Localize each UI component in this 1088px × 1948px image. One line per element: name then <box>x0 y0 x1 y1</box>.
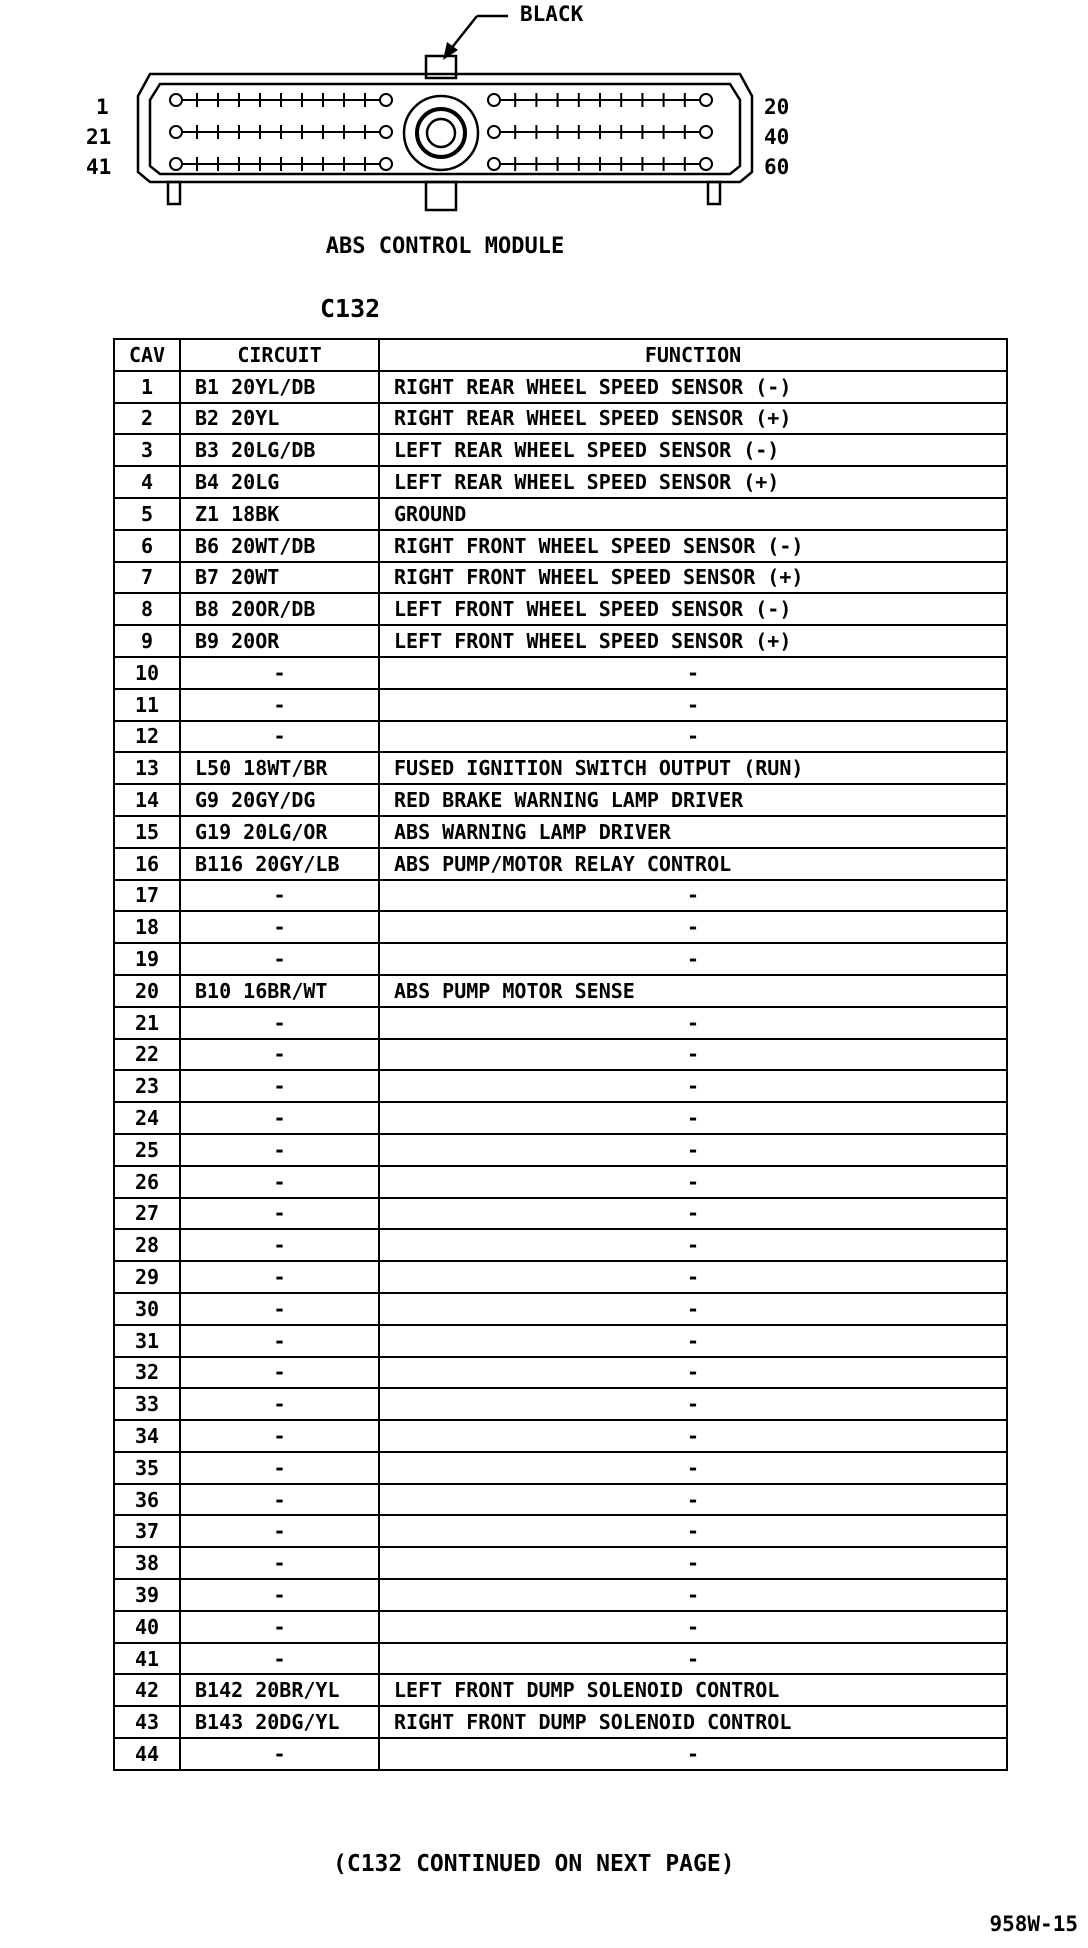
circuit-cell: - <box>180 721 379 753</box>
function-cell: LEFT FRONT WHEEL SPEED SENSOR (+) <box>379 625 1007 657</box>
table-row <box>114 721 1007 753</box>
cav-cell: 20 <box>114 975 180 1007</box>
cav-cell: 8 <box>114 593 180 625</box>
cav-cell: 3 <box>114 434 180 466</box>
cav-cell: 42 <box>114 1674 180 1706</box>
circuit-cell: - <box>180 1357 379 1389</box>
function-cell: - <box>379 1738 1007 1770</box>
cav-cell: 30 <box>114 1293 180 1325</box>
table-row <box>114 1134 1007 1166</box>
cav-cell: 24 <box>114 1102 180 1134</box>
table-row <box>114 1484 1007 1516</box>
circuit-cell: - <box>180 1261 379 1293</box>
cav-cell: 35 <box>114 1452 180 1484</box>
pin-end-circle <box>170 94 182 106</box>
function-cell: GROUND <box>379 498 1007 530</box>
function-cell: - <box>379 1039 1007 1071</box>
cav-cell: 41 <box>114 1643 180 1675</box>
circuit-cell: B6 20WT/DB <box>180 530 379 562</box>
cav-cell: 13 <box>114 752 180 784</box>
circuit-cell: L50 18WT/BR <box>180 752 379 784</box>
table-row <box>114 403 1007 435</box>
function-cell: RIGHT FRONT DUMP SOLENOID CONTROL <box>379 1706 1007 1738</box>
function-cell: - <box>379 1420 1007 1452</box>
pin-end-circle <box>170 158 182 170</box>
table-row <box>114 943 1007 975</box>
circuit-cell: - <box>180 1293 379 1325</box>
table-row <box>114 848 1007 880</box>
cav-cell: 6 <box>114 530 180 562</box>
function-cell: - <box>379 657 1007 689</box>
cav-cell: 38 <box>114 1547 180 1579</box>
pin-end-circle <box>380 126 392 138</box>
circuit-cell: - <box>180 1579 379 1611</box>
pin-end-circle <box>700 126 712 138</box>
cav-cell: 33 <box>114 1388 180 1420</box>
table-row <box>114 880 1007 912</box>
table-row <box>114 1643 1007 1675</box>
cav-cell: 21 <box>114 1007 180 1039</box>
cav-cell: 34 <box>114 1420 180 1452</box>
table-row <box>114 1293 1007 1325</box>
circuit-cell: - <box>180 1039 379 1071</box>
cav-cell: 28 <box>114 1229 180 1261</box>
cav-cell: 16 <box>114 848 180 880</box>
cav-cell: 9 <box>114 625 180 657</box>
cav-cell: 15 <box>114 816 180 848</box>
circuit-cell: B1 20YL/DB <box>180 371 379 403</box>
table-row <box>114 752 1007 784</box>
circuit-cell: B7 20WT <box>180 562 379 594</box>
cav-cell: 27 <box>114 1198 180 1230</box>
pin-end-circle <box>380 158 392 170</box>
cav-cell: 17 <box>114 880 180 912</box>
circuit-cell: B143 20DG/YL <box>180 1706 379 1738</box>
table-row <box>114 1674 1007 1706</box>
circuit-cell: - <box>180 1198 379 1230</box>
connector-diagram <box>0 0 1088 230</box>
function-cell: RIGHT FRONT WHEEL SPEED SENSOR (+) <box>379 562 1007 594</box>
circuit-cell: - <box>180 1643 379 1675</box>
circuit-cell: - <box>180 880 379 912</box>
circuit-cell: B9 20OR <box>180 625 379 657</box>
function-cell: - <box>379 911 1007 943</box>
cav-cell: 5 <box>114 498 180 530</box>
table-row <box>114 371 1007 403</box>
table-row <box>114 498 1007 530</box>
table-row <box>114 530 1007 562</box>
table-row <box>114 1547 1007 1579</box>
circuit-cell: G19 20LG/OR <box>180 816 379 848</box>
cav-cell: 14 <box>114 784 180 816</box>
circuit-cell: - <box>180 1611 379 1643</box>
function-cell: - <box>379 943 1007 975</box>
circuit-cell: Z1 18BK <box>180 498 379 530</box>
table-row <box>114 911 1007 943</box>
table-row <box>114 1357 1007 1389</box>
cav-cell: 43 <box>114 1706 180 1738</box>
circuit-cell: - <box>180 689 379 721</box>
circuit-cell: - <box>180 911 379 943</box>
cav-cell: 32 <box>114 1357 180 1389</box>
table-row <box>114 625 1007 657</box>
cav-cell: 39 <box>114 1579 180 1611</box>
cav-cell: 12 <box>114 721 180 753</box>
circuit-cell: - <box>180 1515 379 1547</box>
table-row <box>114 593 1007 625</box>
table-row <box>114 689 1007 721</box>
table-row <box>114 1420 1007 1452</box>
function-cell: - <box>379 689 1007 721</box>
table-row <box>114 1738 1007 1770</box>
table-row <box>114 466 1007 498</box>
circuit-cell: - <box>180 1070 379 1102</box>
cav-cell: 11 <box>114 689 180 721</box>
header-function: FUNCTION <box>379 339 1007 371</box>
pin-label-left-1: 1 <box>96 95 109 119</box>
table-row <box>114 1515 1007 1547</box>
function-cell: - <box>379 1643 1007 1675</box>
cav-cell: 36 <box>114 1484 180 1516</box>
circuit-cell: - <box>180 1102 379 1134</box>
function-cell: - <box>379 1007 1007 1039</box>
pin-end-circle <box>700 94 712 106</box>
pin-end-circle <box>488 94 500 106</box>
table-row <box>114 975 1007 1007</box>
table-row <box>114 1452 1007 1484</box>
function-cell: - <box>379 1515 1007 1547</box>
table-row <box>114 1325 1007 1357</box>
function-cell: - <box>379 1325 1007 1357</box>
circuit-cell: - <box>180 657 379 689</box>
module-caption: ABS CONTROL MODULE <box>325 234 565 259</box>
function-cell: - <box>379 1293 1007 1325</box>
cav-cell: 22 <box>114 1039 180 1071</box>
function-cell: ABS WARNING LAMP DRIVER <box>379 816 1007 848</box>
circuit-cell: B142 20BR/YL <box>180 1674 379 1706</box>
function-cell: ABS PUMP MOTOR SENSE <box>379 975 1007 1007</box>
pin-label-left-21: 21 <box>86 125 112 149</box>
header-cav: CAV <box>114 339 180 371</box>
circuit-cell: - <box>180 1134 379 1166</box>
function-cell: - <box>379 1229 1007 1261</box>
function-cell: - <box>379 1134 1007 1166</box>
cav-cell: 25 <box>114 1134 180 1166</box>
pin-label-right-40: 40 <box>764 125 790 149</box>
circuit-cell: - <box>180 1007 379 1039</box>
pin-label-right-60: 60 <box>764 155 790 179</box>
circuit-cell: - <box>180 1420 379 1452</box>
cav-cell: 18 <box>114 911 180 943</box>
pin-end-circle <box>170 126 182 138</box>
cav-cell: 44 <box>114 1738 180 1770</box>
function-cell: - <box>379 1579 1007 1611</box>
circuit-cell: B2 20YL <box>180 403 379 435</box>
cav-cell: 26 <box>114 1166 180 1198</box>
circuit-cell: - <box>180 1547 379 1579</box>
cav-cell: 23 <box>114 1070 180 1102</box>
table-row <box>114 1579 1007 1611</box>
function-cell: - <box>379 1388 1007 1420</box>
function-cell: LEFT REAR WHEEL SPEED SENSOR (+) <box>379 466 1007 498</box>
figure-id: 958W-15 <box>989 1912 1078 1936</box>
pin-label-left-41: 41 <box>86 155 112 179</box>
header-circuit: CIRCUIT <box>180 339 379 371</box>
circuit-cell: - <box>180 1738 379 1770</box>
circuit-cell: - <box>180 1166 379 1198</box>
cav-cell: 2 <box>114 403 180 435</box>
function-cell: - <box>379 1166 1007 1198</box>
continued-note: (C132 CONTINUED ON NEXT PAGE) <box>333 1851 735 1877</box>
cav-cell: 31 <box>114 1325 180 1357</box>
circuit-cell: B10 16BR/WT <box>180 975 379 1007</box>
pin-rows <box>170 93 712 171</box>
function-cell: - <box>379 1261 1007 1293</box>
function-cell: - <box>379 1484 1007 1516</box>
table-row <box>114 1039 1007 1071</box>
pin-end-circle <box>488 126 500 138</box>
pin-end-circle <box>380 94 392 106</box>
table-row <box>114 434 1007 466</box>
function-cell: ABS PUMP/MOTOR RELAY CONTROL <box>379 848 1007 880</box>
pinout-table <box>113 338 1008 1771</box>
function-cell: RIGHT REAR WHEEL SPEED SENSOR (-) <box>379 371 1007 403</box>
function-cell: - <box>379 1070 1007 1102</box>
table-row <box>114 657 1007 689</box>
table-row <box>114 1198 1007 1230</box>
function-cell: LEFT FRONT DUMP SOLENOID CONTROL <box>379 1674 1007 1706</box>
function-cell: LEFT FRONT WHEEL SPEED SENSOR (-) <box>379 593 1007 625</box>
function-cell: - <box>379 1452 1007 1484</box>
circuit-cell: - <box>180 1229 379 1261</box>
table-row <box>114 1102 1007 1134</box>
function-cell: - <box>379 1198 1007 1230</box>
function-cell: FUSED IGNITION SWITCH OUTPUT (RUN) <box>379 752 1007 784</box>
function-cell: - <box>379 1611 1007 1643</box>
cav-cell: 1 <box>114 371 180 403</box>
circuit-cell: B8 20OR/DB <box>180 593 379 625</box>
pin-end-circle <box>488 158 500 170</box>
table-row <box>114 1388 1007 1420</box>
circuit-cell: B116 20GY/LB <box>180 848 379 880</box>
function-cell: RIGHT FRONT WHEEL SPEED SENSOR (-) <box>379 530 1007 562</box>
function-cell: - <box>379 1547 1007 1579</box>
circuit-cell: - <box>180 1388 379 1420</box>
cav-cell: 19 <box>114 943 180 975</box>
circuit-cell: - <box>180 943 379 975</box>
table-row <box>114 784 1007 816</box>
circuit-cell: B3 20LG/DB <box>180 434 379 466</box>
table-row <box>114 562 1007 594</box>
table-row <box>114 1166 1007 1198</box>
table-row <box>114 1611 1007 1643</box>
table-header-row <box>114 339 1007 371</box>
table-row <box>114 816 1007 848</box>
function-cell: - <box>379 880 1007 912</box>
function-cell: - <box>379 1357 1007 1389</box>
table-row <box>114 1706 1007 1738</box>
black-callout-label: BLACK <box>520 2 584 26</box>
function-cell: - <box>379 721 1007 753</box>
cav-cell: 4 <box>114 466 180 498</box>
connector-id: C132 <box>320 294 381 323</box>
cav-cell: 7 <box>114 562 180 594</box>
black-callout-arrow <box>443 16 508 60</box>
circuit-cell: - <box>180 1452 379 1484</box>
cav-cell: 10 <box>114 657 180 689</box>
table-row <box>114 1261 1007 1293</box>
function-cell: RIGHT REAR WHEEL SPEED SENSOR (+) <box>379 403 1007 435</box>
table-row <box>114 1070 1007 1102</box>
cav-cell: 29 <box>114 1261 180 1293</box>
function-cell: LEFT REAR WHEEL SPEED SENSOR (-) <box>379 434 1007 466</box>
circuit-cell: - <box>180 1484 379 1516</box>
circuit-cell: G9 20GY/DG <box>180 784 379 816</box>
cav-cell: 37 <box>114 1515 180 1547</box>
pin-label-right-20: 20 <box>764 95 790 119</box>
function-cell: RED BRAKE WARNING LAMP DRIVER <box>379 784 1007 816</box>
table-row <box>114 1007 1007 1039</box>
cav-cell: 40 <box>114 1611 180 1643</box>
pin-end-circle <box>700 158 712 170</box>
circuit-cell: - <box>180 1325 379 1357</box>
circuit-cell: B4 20LG <box>180 466 379 498</box>
table-row <box>114 1229 1007 1261</box>
function-cell: - <box>379 1102 1007 1134</box>
